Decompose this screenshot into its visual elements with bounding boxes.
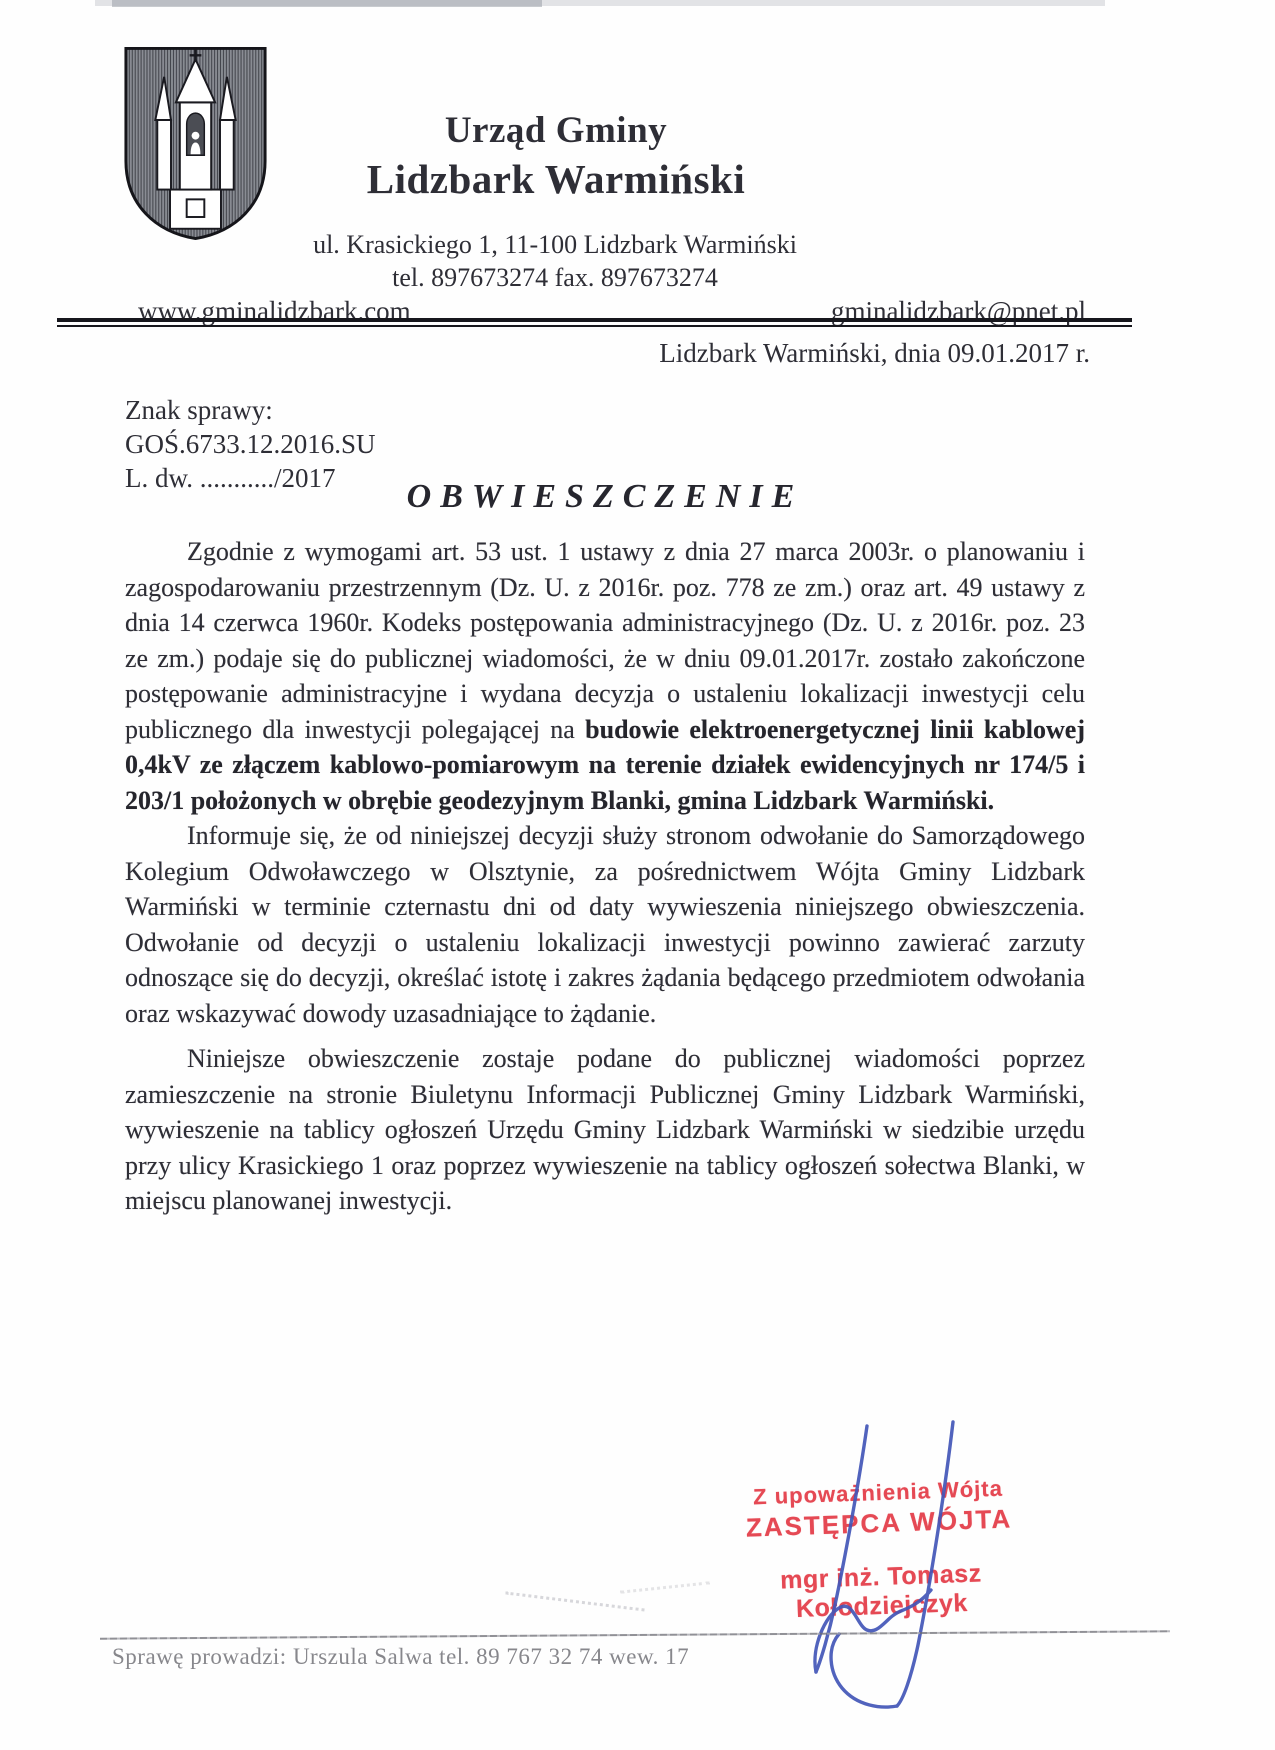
footer-rule <box>100 1630 1170 1639</box>
paragraph-1-bold: budowie elektroenergetycznej linii kablowej 0,4kV ze złączem kablowo-pomiarowym na terenie działek ewidencyjnych nr 174/5 i 203/1 położonych w obrębie geodezyjnym Blanki, gmina Lidzbark Warmiński. <box>125 714 1085 815</box>
paragraph-1 <box>125 534 1085 818</box>
case-reference-label: Znak sprawy: <box>125 395 273 425</box>
stamp-smudge <box>620 1581 710 1593</box>
org-phone-fax: tel. 897673274 fax. 897673274 <box>392 263 718 292</box>
org-address-block <box>250 228 860 294</box>
paragraph-2: Informuje się, że od niniejszej decyzji służy stronom odwołanie do Samorządowego Kolegium Odwoławczego w Olsztynie, za pośrednictwem Wójta Gminy Lidzbark Warmiński w terminie czternastu dni od daty wywieszenia niniejszego obwieszczenia. Odwołanie od decyzji o ustaleniu lokalizacji inwestycji powinno zawierać zarzuty odnoszące się do decyzji, określać istotę i zakres żądania będącego przedmiotem odwołania oraz wskazywać dowody uzasadniające to żądanie. <box>125 821 1085 1028</box>
stamp-position-line: ZASTĘPCA WÓJTA <box>745 1503 1013 1543</box>
org-name <box>296 108 816 204</box>
org-name-line2: Lidzbark Warmiński <box>366 156 746 202</box>
case-officer-line: Sprawę prowadzi: Urszula Salwa tel. 89 767 32 74 wew. 17 <box>112 1644 690 1669</box>
document-title: OBWIESZCZENIE <box>406 478 804 515</box>
org-name-line1: Urząd Gminy <box>444 110 668 151</box>
email-text: gminalidzbark@pnet.pl <box>830 296 1086 326</box>
org-address: ul. Krasickiego 1, 11-100 Lidzbark Warmiński <box>313 230 797 259</box>
scan-edge-artifact <box>95 0 1105 6</box>
handwritten-signature-ink <box>755 1420 1005 1710</box>
website-text: www.gminalidzbark.com <box>138 296 411 326</box>
journal-number-line: L. dw. .........../2017 <box>125 463 336 493</box>
paragraph-3: Niniejsze obwieszczenie zostaje podane do publicznej wiadomości poprzez zamieszczenie na stronie Biuletynu Informacji Publicznej Gminy Lidzbark Warmiński, wywieszenie na tablicy ogłoszeń Urzędu Gminy Lidzbark Warmiński w siedzibie urzędu przy ulicy Krasickiego 1 oraz poprzez wywieszenie na tablicy ogłoszeń sołectwa Blanki, w miejscu planowanej inwestycji. <box>125 1044 1085 1215</box>
case-number: GOŚ.6733.12.2016.SU <box>125 429 376 459</box>
paragraph-1-normal: Zgodnie z wymogami art. 53 ust. 1 ustawy z dnia 27 marca 2003r. o planowaniu i zagospodarowaniu przestrzennym (Dz. U. z 2016r. poz. 778 ze zm.) oraz art. 49 ustawy z dnia 14 czerwca 1960r. Kodeks postępowania administracyjnego (Dz. U. z 2016r. poz. 23 ze zm.) podaje się do publicznej wiadomości, że w dniu 09.01.2017r. zostało zakończone postępowanie administracyjne i wydana decyzja o ustaleniu lokalizacji inwestycji celu publicznego dla inwestycji polegającej na <box>125 537 1085 744</box>
stamp-authorization-line: Z upoważnienia Wójta <box>752 1475 1004 1510</box>
stamp-name-line: mgr inż. Tomasz Kołodziejczyk <box>779 1559 983 1623</box>
header-rule <box>57 318 1132 327</box>
dateline: Lidzbark Warmiński, dnia 09.01.2017 r. <box>659 338 1090 368</box>
document-body <box>125 534 1085 1219</box>
coat-of-arms-icon <box>122 45 269 242</box>
scan-edge-artifact <box>112 0 542 7</box>
stamp-smudge <box>505 1591 644 1611</box>
